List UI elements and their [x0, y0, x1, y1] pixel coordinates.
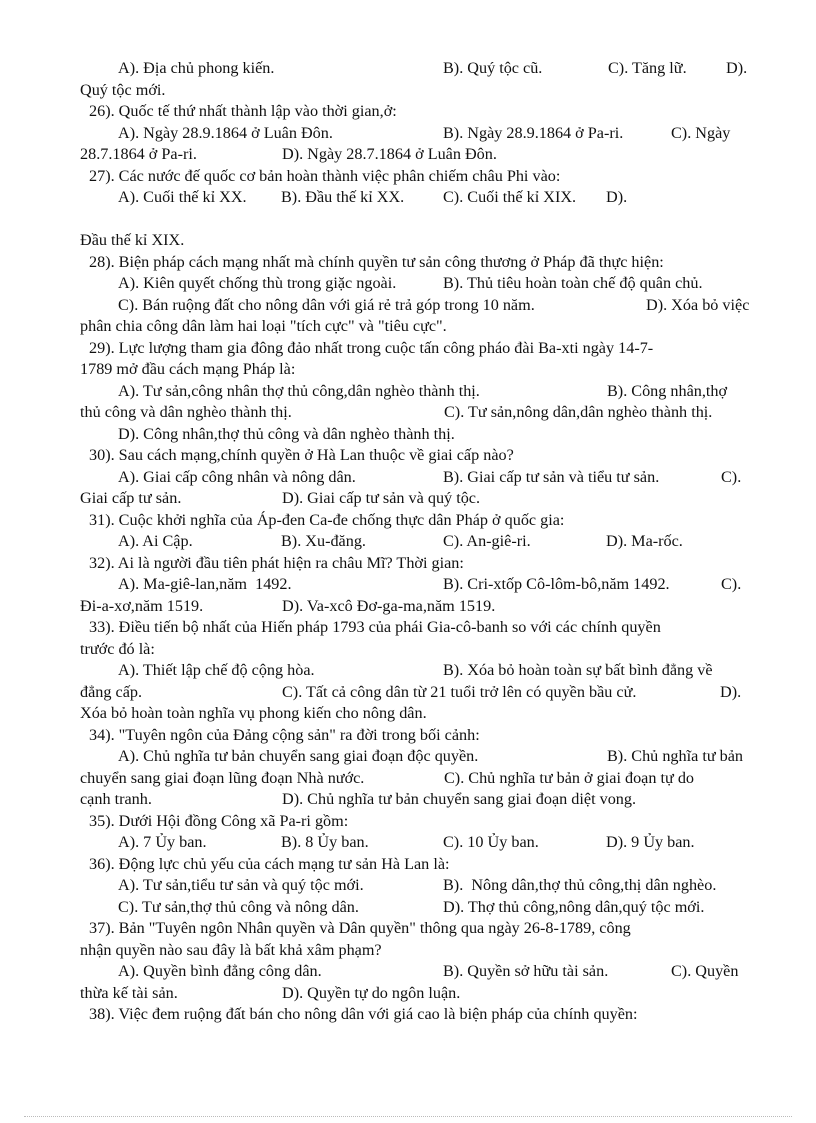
- question-stem-line: 32). Ai là người đầu tiên phát hiện ra châu Mĩ? Thời gian:: [89, 553, 464, 572]
- answer-option: B). Thủ tiêu hoàn toàn chế độ quân chủ.: [443, 274, 703, 292]
- answer-option: A). Tư sản,công nhân thợ thủ công,dân nghèo thành thị.: [118, 381, 480, 400]
- text-line: Xóa bỏ hoàn toàn nghĩa vụ phong kiến cho nông dân.: [80, 704, 427, 722]
- text-line: [80, 402, 770, 424]
- answer-option: B). Xóa bỏ hoàn toàn sự bất bình đẳng về: [443, 661, 713, 679]
- text-line: [80, 746, 770, 768]
- text-line: [80, 488, 770, 510]
- answer-option: đẳng cấp.: [80, 682, 143, 701]
- answer-option: D). Thợ thủ công,nông dân,quý tộc mới.: [443, 897, 705, 916]
- answer-option: B). 8 Ủy ban.: [281, 833, 369, 851]
- answer-option: D). Va-xcô Đơ-ga-ma,năm 1519.: [282, 596, 496, 615]
- text-line: [80, 768, 770, 790]
- answer-option: A). Kiên quyết chống thù trong giặc ngoài.: [118, 274, 397, 292]
- text-line: Đầu thế kỉ XIX.: [80, 231, 185, 249]
- text-line: 1789 mở đầu cách mạng Pháp là:: [80, 360, 296, 378]
- text-line: trước đó là:: [80, 639, 155, 658]
- answer-option: B). Nông dân,thợ thủ công,thị dân nghèo.: [443, 876, 717, 894]
- answer-option: D).: [726, 59, 748, 77]
- answer-option: B). Cri-xtốp Cô-lôm-bô,năm 1492.: [443, 575, 670, 593]
- answer-option: C). An-giê-ri.: [443, 532, 531, 550]
- answer-option: B). Chủ nghĩa tư bản: [607, 747, 744, 765]
- text-line: [80, 273, 770, 295]
- answer-option: D). Quyền tự do ngôn luận.: [282, 983, 461, 1002]
- question-stem-line: 38). Việc đem ruộng đất bán cho nông dân với giá cao là biện pháp của chính quyền:: [89, 1005, 638, 1023]
- text-line: [80, 531, 770, 553]
- text-line: [80, 875, 770, 897]
- answer-option: A). Quyền bình đẳng công dân.: [118, 962, 322, 980]
- answer-option: C). Ngày: [671, 123, 731, 142]
- answer-option: C). Cuối thế kỉ XIX.: [443, 188, 577, 206]
- answer-option: C). Bán ruộng đất cho nông dân với giá rẻ trả góp trong 10 năm.: [118, 295, 535, 314]
- answer-option: C). Tất cả công dân từ 21 tuổi trở lên có quyền bầu cử.: [282, 682, 637, 701]
- answer-option: C). Tăng lữ.: [608, 59, 687, 77]
- answer-option: D). 9 Ủy ban.: [606, 833, 695, 851]
- text-line: [80, 983, 770, 1005]
- answer-option: C). Tư sản,nông dân,dân nghèo thành thị.: [444, 403, 713, 421]
- question-stem-line: 34). "Tuyên ngôn của Đảng cộng sản" ra đời trong bối cảnh:: [89, 725, 480, 744]
- text-line: [80, 789, 770, 811]
- answer-option: A). Giai cấp công nhân và nông dân.: [118, 467, 356, 486]
- text-line: [80, 961, 770, 983]
- answer-option: Giai cấp tư sản.: [80, 489, 182, 507]
- question-stem-line: 37). Bản "Tuyên ngôn Nhân quyền và Dân quyền" thông qua ngày 26-8-1789, công: [89, 919, 631, 937]
- blank-line: [80, 209, 770, 231]
- text-line: [80, 682, 770, 704]
- text-line: nhận quyền nào sau đây là bất khả xâm phạm?: [80, 940, 382, 959]
- answer-option: cạnh tranh.: [80, 790, 152, 808]
- answer-option: A). Tư sản,tiểu tư sản và quý tộc mới.: [118, 876, 364, 894]
- question-stem-line: 30). Sau cách mạng,chính quyền ở Hà Lan thuộc về giai cấp nào?: [89, 446, 514, 464]
- text-line: [80, 58, 770, 80]
- answer-option: Đi-a-xơ,năm 1519.: [80, 596, 204, 615]
- answer-option: A). 7 Ủy ban.: [118, 833, 207, 851]
- text-line: [80, 144, 770, 166]
- answer-option: A). Cuối thế kỉ XX.: [118, 188, 247, 206]
- answer-option: A). Thiết lập chế độ cộng hòa.: [118, 661, 315, 679]
- answer-option: A). Ngày 28.9.1864 ở Luân Đôn.: [118, 123, 333, 142]
- answer-option: B). Quyền sở hữu tài sản.: [443, 962, 609, 980]
- answer-option: C). Tư sản,thợ thủ công và nông dân.: [118, 897, 359, 916]
- answer-option: 28.7.1864 ở Pa-ri.: [80, 145, 197, 163]
- text-line: [80, 596, 770, 618]
- text-line: [80, 832, 770, 854]
- answer-option: D). Giai cấp tư sản và quý tộc.: [282, 489, 481, 507]
- question-stem-line: 27). Các nước đế quốc cơ bản hoàn thành việc phân chiếm châu Phi vào:: [89, 166, 561, 185]
- answer-option: C).: [721, 575, 742, 593]
- exam-page: [80, 58, 770, 1026]
- answer-option: D).: [720, 682, 742, 701]
- question-stem-line: 31). Cuộc khởi nghĩa của Áp-đen Ca-đe chống thực dân Pháp ở quốc gia:: [89, 510, 565, 529]
- text-line: D). Công nhân,thợ thủ công và dân nghèo thành thị.: [118, 424, 455, 443]
- answer-option: B). Đầu thế kỉ XX.: [281, 188, 405, 206]
- answer-option: D). Ma-rốc.: [606, 532, 683, 550]
- answer-option: thừa kế tài sản.: [80, 983, 178, 1002]
- text-line: [80, 123, 770, 145]
- answer-option: B). Giai cấp tư sản và tiểu tư sản.: [443, 467, 660, 486]
- text-line: [80, 295, 770, 317]
- answer-option: C).: [721, 467, 742, 486]
- question-stem-line: 26). Quốc tế thứ nhất thành lập vào thời gian,ở:: [89, 102, 397, 120]
- answer-option: A). Chủ nghĩa tư bản chuyển sang giai đoạn độc quyền.: [118, 747, 479, 765]
- answer-option: C). 10 Ủy ban.: [443, 833, 539, 851]
- page-bottom-divider: [24, 1116, 792, 1117]
- text-line: [80, 574, 770, 596]
- answer-option: B). Công nhân,thợ: [607, 381, 728, 400]
- text-line: [80, 381, 770, 403]
- text-line: [80, 897, 770, 919]
- answer-option: B). Xu-đăng.: [281, 532, 366, 550]
- answer-option: thủ công và dân nghèo thành thị.: [80, 403, 292, 421]
- answer-option: C). Quyền: [671, 962, 739, 980]
- question-stem-line: 29). Lực lượng tham gia đông đảo nhất trong cuộc tấn công pháo đài Ba-xti ngày 14-7-: [89, 338, 654, 357]
- question-stem-line: 28). Biện pháp cách mạng nhất mà chính quyền tư sản công thương ở Pháp đã thực hiện:: [89, 252, 664, 271]
- answer-option: C). Chủ nghĩa tư bản ở giai đoạn tự do: [444, 768, 695, 787]
- answer-option: B). Ngày 28.9.1864 ở Pa-ri.: [443, 123, 624, 142]
- question-stem-line: 33). Điều tiến bộ nhất của Hiến pháp 1793 của phái Gia-cô-banh so với các chính quyền: [89, 618, 661, 636]
- text-line: Quý tộc mới.: [80, 80, 166, 99]
- answer-option: A). Địa chủ phong kiến.: [118, 59, 275, 77]
- answer-option: chuyển sang giai đoạn lũng đoạn Nhà nước.: [80, 768, 365, 787]
- answer-option: D). Ngày 28.7.1864 ở Luân Đôn.: [282, 145, 497, 163]
- text-line: [80, 467, 770, 489]
- text-line: phân chia công dân làm hai loại "tích cực" và "tiêu cực".: [80, 317, 447, 335]
- question-stem-line: 36). Động lực chủ yếu của cách mạng tư sản Hà Lan là:: [89, 854, 450, 873]
- text-line: [80, 187, 770, 209]
- answer-option: B). Quý tộc cũ.: [443, 59, 543, 77]
- answer-option: D). Chủ nghĩa tư bản chuyển sang giai đoạn diệt vong.: [282, 790, 637, 808]
- answer-option: A). Ai Cập.: [118, 532, 193, 550]
- text-line: [80, 660, 770, 682]
- question-stem-line: 35). Dưới Hội đồng Công xã Pa-ri gồm:: [89, 811, 349, 830]
- answer-option: D). Xóa bỏ việc: [646, 295, 750, 314]
- answer-option: A). Ma-giê-lan,năm 1492.: [118, 575, 292, 593]
- answer-option: D).: [606, 188, 628, 206]
